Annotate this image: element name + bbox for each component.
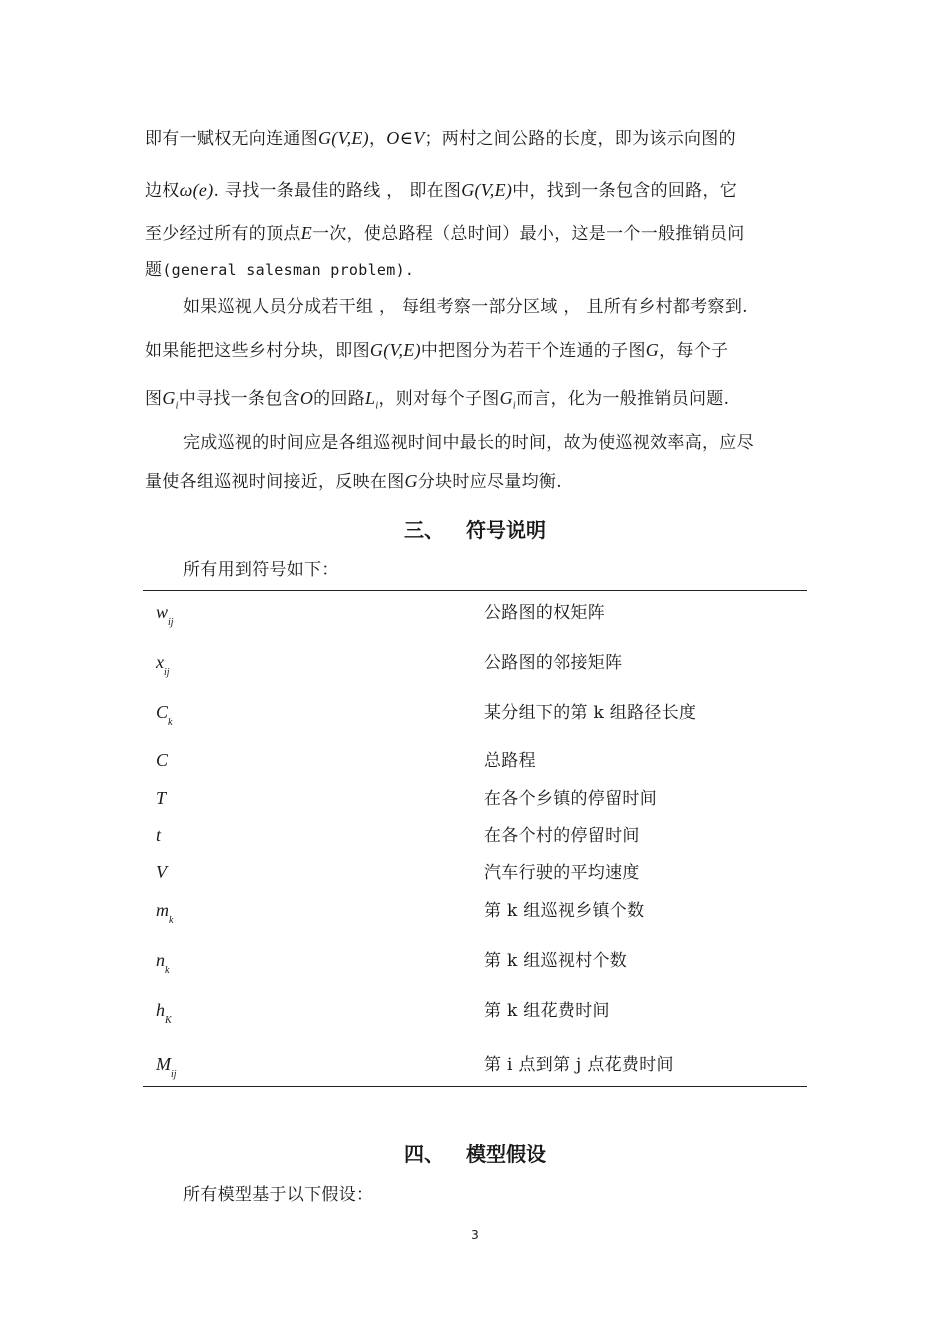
symbol-cell [156, 750, 168, 774]
para2-line1: 如果巡视人员分成若干组 ， 每组考察一部分区域 ， 且所有乡村都考察到. [183, 297, 748, 317]
text: 的回路 [313, 389, 366, 409]
symbol-subscript: ij [164, 666, 170, 678]
page-number: 3 [471, 1228, 479, 1242]
text: 一次，使总路程（总时间）最小，这是一个一般推销员问 [312, 224, 745, 244]
symbol-letter: T [156, 788, 167, 808]
para1-line3 [145, 222, 810, 245]
symbol-cell [156, 702, 172, 726]
math-expr: G [499, 388, 513, 408]
section-title: 符号说明 [466, 518, 546, 542]
symbol-cell [156, 602, 174, 626]
table-bottom-rule [143, 1086, 807, 1087]
math-expr: E [300, 223, 312, 243]
symbol-subscript: ij [171, 1068, 177, 1080]
para3-line1: 完成巡视的时间应是各组巡视时间中最长的时间，故为使巡视效率高，应尽 [183, 433, 754, 453]
symbol-letter: m [156, 900, 169, 920]
section-number: 三、 [404, 518, 444, 542]
para2-line3 [145, 387, 810, 417]
para3-line2 [145, 470, 810, 493]
text: ，则对每个子图 [378, 389, 500, 409]
section-title: 模型假设 [466, 1142, 546, 1166]
symbol-letter: M [156, 1054, 171, 1074]
para1-line2 [145, 179, 810, 202]
symbol-description: 在各个乡镇的停留时间 [484, 789, 657, 809]
section-heading-symbols [0, 514, 950, 543]
text: 而言，化为一般推销员问题. [515, 389, 730, 409]
assumptions-intro: 所有模型基于以下假设： [183, 1185, 374, 1205]
symbols-intro: 所有用到符号如下： [183, 560, 339, 580]
symbol-letter: C [156, 750, 169, 770]
text: 即有一赋权无向连通图 [145, 129, 318, 149]
text: 题 [145, 260, 163, 280]
math-expr: G(V,E) [461, 180, 513, 200]
para1-line4 [145, 259, 810, 281]
symbol-cell [156, 788, 166, 812]
symbol-letter: C [156, 702, 169, 722]
text: 如果能把这些乡村分块，即图 [145, 341, 370, 361]
symbol-subscript: k [168, 716, 173, 728]
symbol-cell [156, 950, 169, 974]
symbol-cell [156, 825, 161, 849]
text: . 寻找一条最佳的路线 ， 即在图 [213, 181, 462, 201]
symbol-subscript: k [165, 964, 170, 976]
text: 边权 [145, 181, 180, 201]
symbol-letter: n [156, 950, 165, 970]
symbol-letter: h [156, 1000, 165, 1020]
symbol-description: 汽车行驶的平均速度 [484, 863, 640, 883]
math-expr: G [404, 471, 418, 491]
text: 分块时应尽量均衡. [417, 472, 562, 492]
math-expr: O [299, 388, 314, 408]
symbol-description: 公路图的邻接矩阵 [484, 653, 623, 673]
symbol-letter: w [156, 602, 169, 622]
math-expr: G [162, 388, 176, 408]
text: ；两村之间公路的长度，即为该示向图的 [424, 129, 736, 149]
math-expr: G(V,E) [369, 340, 421, 360]
symbol-description: 第 i 点到第 j 点花费时间 [484, 1055, 674, 1075]
section-number: 四、 [404, 1142, 444, 1166]
text: ， [368, 129, 387, 149]
symbol-cell [156, 652, 170, 676]
symbol-subscript: k [169, 914, 174, 926]
symbol-letter: t [156, 825, 162, 845]
math-sub: i [375, 400, 379, 412]
symbol-letter: V [156, 862, 167, 882]
text-mono: (general salesman problem). [162, 261, 415, 279]
section-heading-assumptions [0, 1138, 950, 1167]
symbol-cell [156, 1054, 177, 1078]
table-top-rule [143, 590, 807, 591]
symbol-description: 某分组下的第 k 组路径长度 [484, 703, 697, 723]
symbol-subscript: K [165, 1014, 172, 1026]
text: ，每个子 [659, 341, 729, 361]
math-expr: ω(e) [179, 180, 214, 200]
text: 图 [145, 389, 163, 409]
symbol-description: 在各个村的停留时间 [484, 826, 640, 846]
symbol-cell [156, 1000, 172, 1024]
math-expr: G(V,E) [318, 128, 369, 148]
symbol-description: 公路图的权矩阵 [484, 603, 606, 623]
text: 量使各组巡视时间接近，反映在图 [145, 472, 405, 492]
symbol-description: 第 k 组花费时间 [484, 1001, 610, 1021]
symbol-letter: x [156, 652, 164, 672]
math-sub: i [175, 400, 179, 412]
text: 中把图分为若干个连通的子图 [420, 341, 646, 361]
symbol-subscript: ij [168, 616, 174, 628]
symbol-description: 总路程 [484, 751, 536, 771]
text: 中，找到一条包含的回路，它 [512, 181, 738, 201]
text: 至少经过所有的顶点 [145, 224, 301, 244]
symbol-cell [156, 862, 167, 886]
para2-line2 [145, 339, 810, 362]
symbol-cell [156, 900, 173, 924]
math-sub: i [512, 400, 516, 412]
para1-line1 [145, 127, 810, 150]
symbol-description: 第 k 组巡视村个数 [484, 951, 628, 971]
symbol-description: 第 k 组巡视乡镇个数 [484, 901, 645, 921]
text: 中寻找一条包含 [178, 389, 300, 409]
math-expr: O∈V [386, 128, 425, 148]
math-expr: L [365, 388, 376, 408]
math-expr: G [645, 340, 660, 360]
